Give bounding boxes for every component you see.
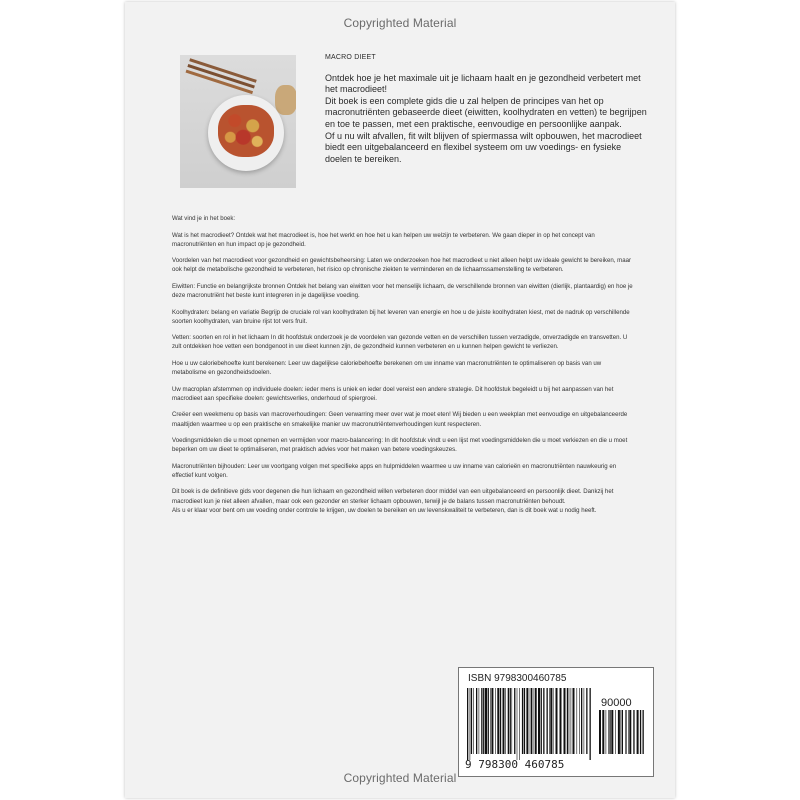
barcode-bar	[519, 688, 520, 760]
barcode-bar	[524, 688, 525, 754]
barcode-bar	[615, 710, 616, 754]
barcode-bar	[629, 710, 631, 754]
book-back-cover	[125, 2, 675, 798]
barcode-bar	[488, 688, 489, 754]
barcode-bar	[611, 710, 613, 754]
description-paragraph: Voedingsmiddelen die u moet opnemen en vermijden voor macro-balancering: In dit hoofdstuk vindt u een lijst met voedingsmiddelen die u moet verkiezen en die u moet beperken om uw dieet te optimaliseren, met praktisch advies voor het maken van betere voedingskeuzes.	[172, 437, 628, 454]
barcode-bar	[508, 688, 509, 754]
barcode-bar	[628, 710, 629, 754]
barcode-bar	[637, 710, 639, 754]
food-bowl-photo-icon	[218, 105, 274, 157]
barcode-bar	[549, 688, 550, 754]
barcode-bar	[602, 710, 604, 754]
barcode-bar	[584, 688, 585, 754]
watermark-bottom: Copyrighted Material	[343, 771, 457, 785]
description-paragraph: Voordelen van het macrodieet voor gezondheid en gewichtsbeheersing: Laten we onderzoeken hoe het macrodieet u niet alleen helpt uw ideale gewicht te bereiken, maar ook helpt de metabolische gezondheid te verbeteren, het risico op chronische ziekten te verminderen en de lichaamssamenstelling te verbeteren.	[172, 257, 632, 274]
barcode-bar	[531, 688, 532, 754]
barcode-bar	[608, 710, 609, 754]
barcode-bar	[500, 688, 501, 754]
barcode-bar	[586, 688, 587, 754]
cover-blurb	[325, 52, 650, 165]
watermark-top: Copyrighted Material	[343, 16, 457, 30]
ean-digits: 9 798300 460785	[465, 758, 565, 771]
barcode-bar	[577, 688, 578, 754]
blurb-paragraph: Ontdek hoe je het maximale uit je lichaam haalt en je gezondheid verbetert met het macrodieet!	[325, 72, 641, 95]
description-paragraph: Creëer een weekmenu op basis van macroverhoudingen: Geen verwarring meer over wat je moet eten! Wij bieden u een weekplan met eenvoudige en uitgebalanceerde maaltijden waarmee u op een praktische en smakelijke manier uw macronutriëntenverhoudingen kunt respecteren.	[172, 411, 628, 428]
section-heading: Wat vind je in het boek:	[172, 215, 236, 222]
blurb-paragraph: Of u nu wilt afvallen, fit wilt blijven of spiermassa wilt opbouwen, het macrodieet biedt een uitgebalanceerd en flexibel systeem om uw voedings- en fysieke doelen te bereiken.	[325, 130, 642, 164]
isbn-label: ISBN 9798300460785	[468, 673, 567, 684]
ean13-barcode-icon	[467, 688, 593, 760]
barcode-bar	[556, 688, 558, 754]
barcode-bar	[495, 688, 496, 754]
barcode-bar	[491, 688, 493, 754]
description-paragraph: Eiwitten: Functie en belangrijkste bronnen Ontdek het belang van eiwitten voor het menselijk lichaam, de verschillende bronnen van eiwitten (dierlijk, plantaardig) en hoe je deze macronutriënt het beste kunt integreren in je dagelijkse voeding.	[172, 282, 633, 300]
barcode-bar	[497, 688, 499, 754]
barcode-bar	[522, 688, 523, 754]
barcode-bar	[526, 688, 528, 754]
barcode-bar	[581, 688, 582, 754]
barcode-bar	[560, 688, 562, 754]
barcode-bar	[481, 688, 482, 754]
barcode-bar	[479, 688, 480, 754]
barcode-bar	[471, 688, 472, 754]
food-photo	[180, 55, 296, 188]
barcode-bar	[467, 688, 468, 760]
barcode-bar	[541, 688, 542, 754]
price-code: 90000	[601, 697, 632, 709]
barcode-bar	[622, 710, 623, 754]
barcode-bar	[567, 688, 568, 754]
barcode-bar	[543, 688, 544, 754]
description-paragraph: Macronutriënten bijhouden: Leer uw voortgang volgen met specifieke apps en hulpmiddelen waarmee u uw inname van calorieën en macronutriënten nauwkeurig en effectief kunt volgen.	[172, 462, 617, 479]
barcode-bar	[533, 688, 534, 754]
barcode-bar	[625, 710, 626, 754]
barcode-bar	[569, 688, 570, 754]
barcode-bar	[505, 688, 506, 754]
barcode-bar	[609, 710, 610, 754]
description-paragraph: Vetten: soorten en rol in het lichaam In dit hoofdstuk onderzoek je de voordelen van gezonde vetten en de verschillen tussen verzadigde, onverzadigde en transvetten. U zult ontdekken hoe vetten een bondgenoot in uw dieet kunnen zijn, de gezondheid kunnen verbeteren en u kunnen helpen gewicht te verliezen.	[172, 334, 628, 351]
description-paragraph: Uw macroplan afstemmen op individuele doelen: ieder mens is uniek en ieder doel vereist een andere strategie. Dit hoofdstuk begeleidt u bij het aanpassen van het macrodieet aan specifieke doelen: gewichtsverlies, onderhoud of spiergroei.	[172, 385, 614, 402]
price-barcode-icon	[599, 710, 644, 760]
description-paragraph: Dit boek is de definitieve gids voor degenen die hun lichaam en gezondheid willen verbeteren door middel van een uitgebalanceerd en persoonlijk dieet. Dankzij het macrodieet kun je niet alleen afvallen, maar ook een gezonder en sterker lichaam opbouwen, terwijl je de balans tussen macronutriënten behoudt. Als u er klaar voor bent om uw voeding onder controle te krijgen, uw doelen te bereiken en uw levenskwaliteit te verbeteren, dan is dit boek wat u nodig heeft.	[172, 488, 614, 514]
barcode-bar	[476, 688, 477, 754]
barcode-bar	[512, 688, 513, 754]
barcode-bar	[470, 688, 471, 760]
cinnamon-sticks	[189, 58, 257, 82]
barcode-bar	[621, 710, 622, 754]
description-paragraph: Hoe u uw caloriebehoefte kunt berekenen: Leer uw dagelijkse caloriebehoefte berekenen om uw inname van macronutriënten te optimaliseren op basis van uw metabolisme en gezondheidsdoelen.	[172, 360, 602, 377]
barcode-bar	[517, 688, 518, 760]
barcode-bar	[514, 688, 515, 754]
blurb-paragraph: Dit boek is een complete gids die u zal helpen de principes van het op macronutriënten gebaseerde dieet (eiwitten, koolhydraten en vetten) te begrijpen en toe te passen, met een praktische, eenvoudige en persoonlijke aanpak.	[325, 95, 647, 129]
barcode-bar	[573, 688, 575, 754]
description-paragraph: Wat is het macrodieet? Ontdek wat het macrodieet is, hoe het werkt en hoe het u kan helpen uw welzijn te verbeteren. We gaan dieper in op het concept van macronutriënten en hun impact op je gezondheid.	[172, 231, 595, 248]
barcode-box	[458, 667, 654, 777]
book-description	[172, 214, 634, 522]
barcode-bar	[483, 688, 484, 754]
barcode-bar	[473, 688, 474, 754]
barcode-bar	[490, 688, 491, 754]
description-paragraph: Koolhydraten: belang en variatie Begrijp de cruciale rol van koolhydraten bij het leveren van energie en hoe u de juiste koolhydraten kiest, met de nadruk op verschillende soorten koolhydraten, van bruine rijst tot vers fruit.	[172, 308, 630, 325]
barcode-bar	[626, 710, 627, 754]
barcode-bar	[550, 688, 552, 754]
barcode-bar	[553, 688, 554, 754]
barcode-bar	[606, 710, 607, 754]
barcode-bar	[571, 688, 572, 754]
barcode-bar	[618, 710, 620, 754]
barcode-bar	[510, 688, 511, 754]
barcode-bar	[579, 688, 580, 754]
barcode-bar	[530, 688, 531, 754]
barcode-bar	[485, 688, 487, 754]
ginger-root	[275, 85, 296, 115]
barcode-bar	[590, 688, 591, 760]
barcode-bar	[535, 688, 537, 754]
barcode-bar	[547, 688, 548, 754]
book-title: MACRO DIEET	[325, 54, 376, 61]
barcode-bar	[503, 688, 505, 754]
barcode-bar	[564, 688, 566, 754]
barcode-bar	[538, 688, 540, 754]
barcode-bar	[633, 710, 634, 754]
barcode-bar	[599, 710, 601, 754]
barcode-bar	[643, 710, 644, 754]
barcode-bar	[640, 710, 641, 754]
